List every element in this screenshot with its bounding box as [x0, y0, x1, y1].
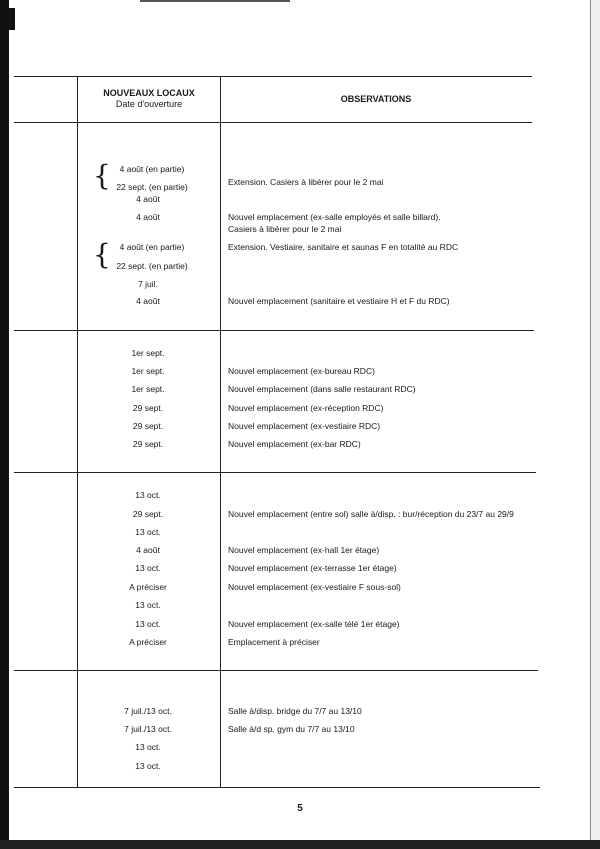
- table-cell-date: 7 juil./13 oct.: [124, 724, 172, 734]
- table-cell-observation: Nouvel emplacement (ex-bureau RDC): [228, 366, 375, 376]
- table-cell-observation: Nouvel emplacement (entre sol) salle à/disp. : bur/réception du 23/7 au 29/9: [228, 509, 514, 519]
- table-cell-observation: Emplacement à préciser: [228, 637, 320, 647]
- table-cell-date: 13 oct.: [135, 742, 161, 752]
- table-cell-date: 22 sept. (en partie): [116, 182, 188, 192]
- section-divider-1: [14, 330, 534, 331]
- table-cell-date: 1er sept.: [131, 348, 165, 358]
- column-header-observations-title: OBSERVATIONS: [340, 94, 412, 104]
- table-cell-date: 29 sept.: [132, 509, 164, 519]
- table-cell-date: 4 août: [136, 296, 160, 306]
- table-cell-date: 7 juil./13 oct.: [124, 706, 172, 716]
- table-cell-date: 4 août (en partie): [119, 242, 185, 252]
- page-number: 5: [297, 803, 303, 814]
- brace-symbol: {: [93, 159, 111, 192]
- table-cell-observation: Extension. Vestiaire, sanitaire et saunas F en totalité au RDC: [228, 242, 459, 252]
- table-cell-observation: Nouvel emplacement (ex-terrasse 1er étage): [228, 563, 397, 573]
- table-cell-observation: Salle à/d sp. gym du 7/7 au 13/10: [228, 724, 355, 734]
- table-cell-observation: Nouvel emplacement (ex-salle employés et salle billard).: [228, 212, 441, 222]
- table-cell-date: 4 août: [136, 212, 160, 222]
- table-cell-date: 22 sept. (en partie): [116, 261, 188, 271]
- table-cell-observation: Nouvel emplacement (ex-vestiaire RDC): [228, 421, 381, 431]
- table-cell-date: 29 sept.: [132, 421, 164, 431]
- table-cell-date: 13 oct.: [135, 563, 161, 573]
- table-cell-date: 4 août (en partie): [119, 164, 185, 174]
- table-cell-observation: Casiers à libérer pour le 2 mai: [228, 224, 342, 234]
- table-cell-date: 13 oct.: [135, 619, 161, 629]
- scan-edge-right: [590, 0, 600, 849]
- table-cell-date: 13 oct.: [135, 761, 161, 771]
- table-cell-date: 13 oct.: [135, 600, 161, 610]
- header-bottom-rule: [14, 122, 532, 123]
- column-header-dates: [78, 88, 220, 110]
- table-cell-observation: Nouvel emplacement (ex-bar RDC): [228, 439, 361, 449]
- column-header-subtitle: Date d'ouverture: [115, 99, 183, 109]
- scan-edge-bottom: [0, 840, 600, 849]
- table-cell-date: 13 oct.: [135, 527, 161, 537]
- column-header-title: NOUVEAUX LOCAUX: [103, 88, 195, 98]
- table-cell-date: 29 sept.: [132, 403, 164, 413]
- table-cell-observation: Nouvel emplacement (ex-hall 1er étage): [228, 545, 380, 555]
- table-cell-observation: Nouvel emplacement (ex-vestiaire F sous-sol): [228, 582, 401, 592]
- scan-edge-mark: [9, 8, 15, 30]
- table-cell-observation: Extension. Casiers à libérer pour le 2 mai: [228, 177, 384, 187]
- column-header-observations: [221, 94, 531, 105]
- table-cell-date: 4 août: [136, 545, 160, 555]
- scan-edge-left: [0, 0, 9, 849]
- table-cell-observation: Nouvel emplacement (dans salle restaurant RDC): [228, 384, 416, 394]
- scan-edge-top: [140, 0, 290, 2]
- section-divider-3: [14, 670, 538, 671]
- section-divider-2: [14, 472, 536, 473]
- table-bottom-rule: [14, 787, 540, 788]
- table-cell-observation: Nouvel emplacement (sanitaire et vestiaire H et F du RDC): [228, 296, 450, 306]
- table-cell-date: 29 sept.: [132, 439, 164, 449]
- table-cell-observation: Nouvel emplacement (ex-réception RDC): [228, 403, 384, 413]
- table-cell-date: 4 août: [136, 194, 160, 204]
- table-cell-observation: Salle à/disp. bridge du 7/7 au 13/10: [228, 706, 362, 716]
- table-cell-date: 1er sept.: [131, 384, 165, 394]
- brace-symbol: {: [93, 238, 111, 271]
- table-cell-observation: Nouvel emplacement (ex-salle télé 1er étage): [228, 619, 400, 629]
- table-cell-date: 13 oct.: [135, 490, 161, 500]
- table-cell-date: A préciser: [129, 637, 167, 647]
- table-top-rule: [14, 76, 532, 77]
- table-cell-date: 7 juil.: [138, 279, 158, 289]
- table-cell-date: A préciser: [129, 582, 167, 592]
- table-cell-date: 1er sept.: [131, 366, 165, 376]
